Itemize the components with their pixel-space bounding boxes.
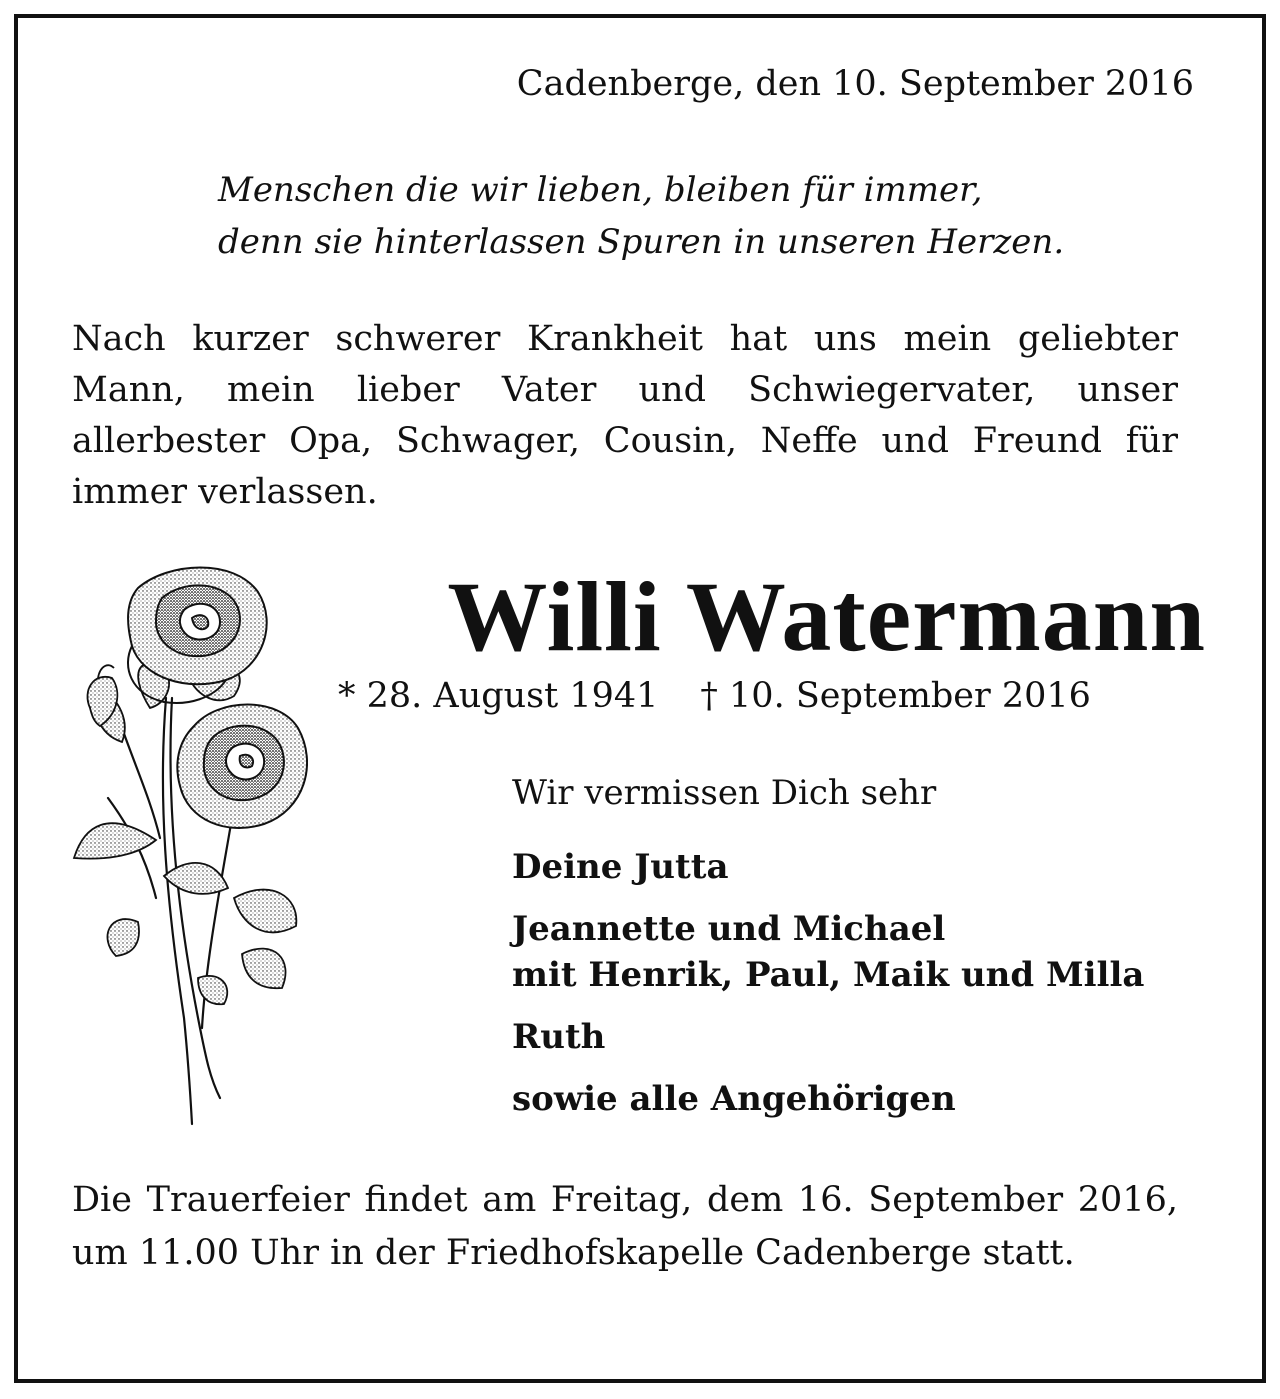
intro-text: Nach kurzer schwerer Krankheit hat uns mein geliebter Mann, mein lieber Vater und Schwiegervater, unser allerbester Opa, Schwager, Cousin, Neffe und Freund für immer verlassen. [72,319,1178,512]
mourner-line: sowie alle Angehörigen [512,1079,956,1119]
mourner-line: mit Henrik, Paul, Maik und Milla [512,955,1145,995]
deceased-name: Willi Watermann [447,561,1206,672]
mourner-line: Jeannette und Michael [512,909,946,949]
rose-bouquet-icon [38,558,308,1130]
mourner-line: Ruth [512,1017,606,1057]
place-date: Cadenberge, den 10. September 2016 [516,64,1194,104]
death-date: † 10. September 2016 [700,676,1091,716]
mourning-message: Wir vermissen Dich sehr [512,773,937,813]
birth-date: * 28. August 1941 [338,676,659,716]
mourner-line: Deine Jutta [512,847,729,887]
funeral-service-text: Die Trauerfeier findet am Freitag, dem 16. September 2016, um 11.00 Uhr in der Friedhofskapelle Cadenberge statt. [72,1180,1178,1273]
quote [218,164,1064,268]
quote-line-1: Menschen die wir lieben, bleiben für immer, [218,170,983,210]
life-dates [338,672,1091,720]
quote-line-2: denn sie hinterlassen Spuren in unseren Herzen. [218,222,1065,262]
